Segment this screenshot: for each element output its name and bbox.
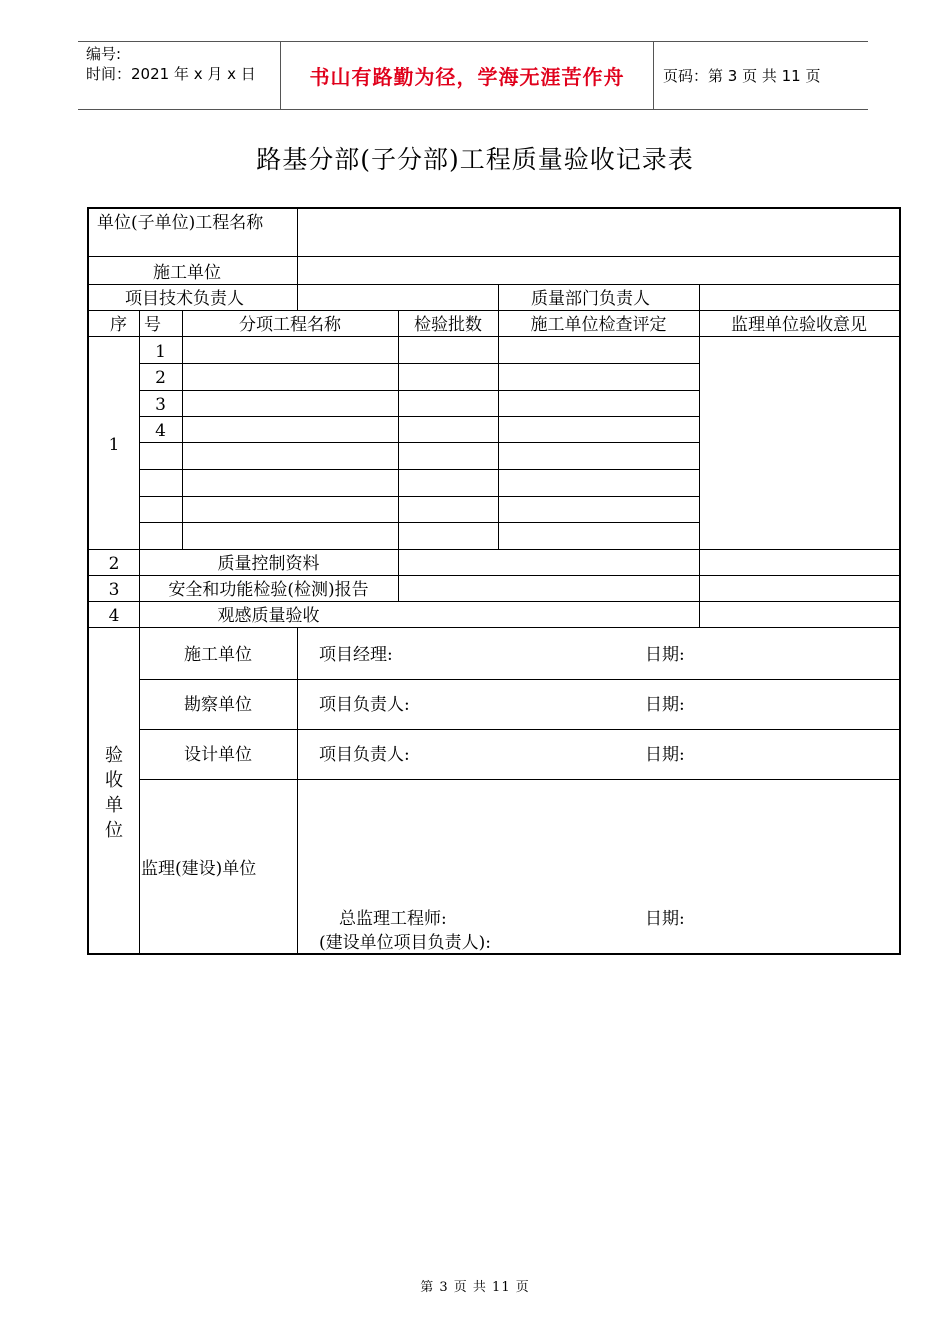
table-rule (139, 442, 699, 443)
acceptance-record-table (87, 207, 901, 955)
table-rule (398, 310, 399, 601)
quality-manager-label: 质量部门负责人 (531, 289, 650, 309)
acc-owner-leader: (建设单位项目负责人): (319, 933, 491, 953)
column-header-batch-count: 检验批数 (414, 315, 482, 335)
table-rule (89, 336, 899, 337)
acceptance-units-label: 验 收 单 位 (105, 745, 123, 841)
table-rule (139, 363, 699, 364)
header-page-info: 页码：第 3 页 共 11 页 (663, 67, 821, 85)
page-header (78, 41, 868, 110)
table-rule (89, 549, 899, 550)
document-number-label: 编号: (86, 45, 122, 63)
row3-label: 安全和功能检验(检测)报告 (168, 580, 369, 600)
header-motto-cell (280, 42, 654, 109)
page-footer: 第 3 页 共 11 页 (420, 1280, 530, 1295)
row4-label: 观感质量验收 (217, 606, 320, 626)
acc-project-leader: 项目负责人: (319, 695, 410, 715)
table-rule (139, 390, 699, 391)
table-rule (498, 310, 499, 549)
sub-row-number: 1 (155, 342, 166, 362)
table-rule (139, 416, 699, 417)
table-rule (139, 469, 699, 470)
table-rule (297, 627, 298, 955)
construction-unit-label: 施工单位 (153, 263, 221, 283)
group1-number: 1 (108, 435, 120, 455)
sub-row-number: 2 (155, 368, 166, 388)
column-header-item-name: 分项工程名称 (239, 315, 341, 335)
table-rule (89, 575, 899, 576)
acc-design-unit: 设计单位 (184, 745, 252, 765)
table-rule (89, 284, 899, 285)
acc-chief-engineer: 总监理工程师: (339, 909, 447, 929)
table-rule (139, 779, 899, 780)
column-header-construction-eval: 施工单位检查评定 (530, 315, 667, 335)
document-title: 路基分部(子分部)工程质量验收记录表 (256, 145, 694, 174)
document-time-label: 时间：2021 年 x 月 x 日 (86, 65, 256, 83)
header-meta (78, 42, 280, 109)
table-rule (139, 729, 899, 730)
row2-number: 2 (108, 554, 120, 574)
sub-row-number: 4 (155, 421, 166, 441)
unit-project-name-label: 单位(子单位)工程名称 (97, 213, 264, 233)
acc-project-manager: 项目经理: (319, 645, 393, 665)
header-motto: 书山有路勤为径，学海无涯苦作舟 (309, 65, 625, 89)
table-rule (139, 679, 899, 680)
table-rule (89, 256, 899, 257)
acc-date-label: 日期: (645, 695, 685, 715)
acc-date-label: 日期: (645, 909, 685, 929)
row2-label: 质量控制资料 (217, 554, 320, 574)
column-header-supervision-opinion: 监理单位验收意见 (731, 315, 867, 335)
acc-date-label: 日期: (645, 745, 685, 765)
acc-design-leader: 项目负责人: (319, 745, 410, 765)
table-rule (182, 310, 183, 549)
acc-date-label: 日期: (645, 645, 685, 665)
table-rule (297, 209, 298, 310)
acc-supervision-unit: 监理(建设)单位 (141, 859, 257, 879)
table-rule (89, 310, 899, 311)
table-rule (139, 522, 699, 523)
table-rule (498, 284, 499, 310)
row4-number: 4 (108, 606, 120, 626)
sub-row-number: 3 (155, 395, 166, 415)
acc-survey-unit: 勘察单位 (184, 695, 252, 715)
row3-number: 3 (108, 580, 120, 600)
acc-construction-unit: 施工单位 (184, 645, 252, 665)
table-rule (89, 627, 899, 628)
column-header-seq: 序 号 (110, 315, 161, 335)
tech-manager-label: 项目技术负责人 (125, 289, 244, 309)
table-rule (89, 601, 899, 602)
table-rule (139, 496, 699, 497)
